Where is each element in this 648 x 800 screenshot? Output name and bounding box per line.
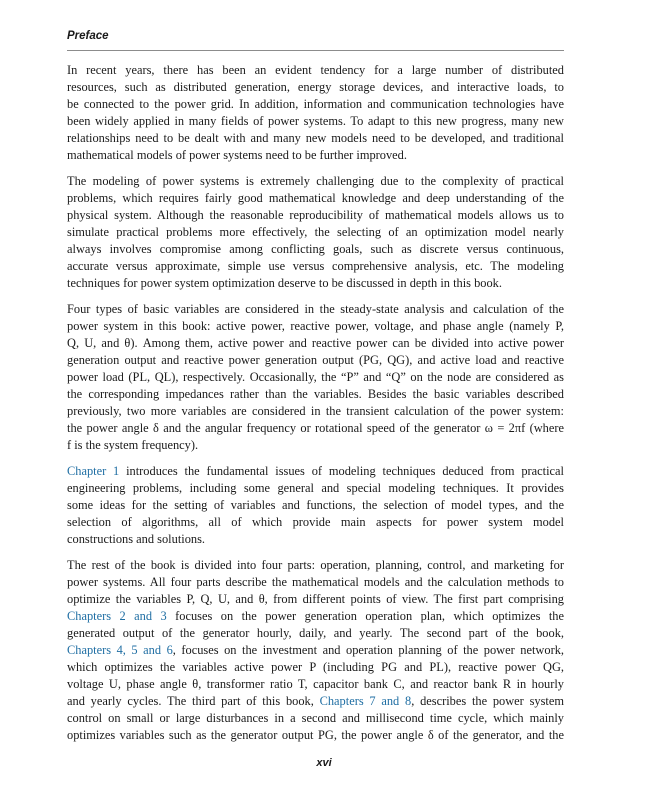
text-line: simulate practical problems more effectively, the selecting of an optimization model nearly bbox=[67, 225, 564, 239]
text-line: power system in this book: active power, reactive power, voltage, and phase angle (namely P, bbox=[67, 319, 564, 333]
text-line: voltage U, phase angle θ, transformer ratio T, capacitor bank C, and reactor bank R in hourly bbox=[67, 677, 564, 691]
text-line: always involves compromise among conflicting goals, such as discrete versus continuous, bbox=[67, 242, 564, 256]
text-line: engineering problems, including some general and special modeling techniques. It provides bbox=[67, 481, 564, 495]
text-line: and yearly cycles. The third part of this book, Chapters 7 and 8, describes the power system bbox=[67, 694, 564, 708]
text-line: the corresponding impedances rather than the variables. Besides the basic variables described bbox=[67, 387, 564, 401]
text-line: In recent years, there has been an evident tendency for a large number of distributed bbox=[67, 63, 564, 77]
text-line: Chapter 1 introduces the fundamental issues of modeling techniques deduced from practical bbox=[67, 464, 564, 478]
text-line: power systems. All four parts describe the mathematical models and the calculation methods to bbox=[67, 575, 564, 589]
chapter-link[interactable]: Chapters 7 and 8 bbox=[319, 694, 412, 708]
text-line: be connected to the power grid. In addition, information and communication technologies have bbox=[67, 97, 564, 111]
text-line: power load (PL, QL), respectively. Occasionally, the “P” and “Q” on the node are considered as bbox=[67, 370, 564, 384]
chapter-link[interactable]: Chapters 4, 5 and 6 bbox=[67, 643, 173, 657]
chapter-link[interactable]: Chapters 2 and 3 bbox=[67, 609, 167, 623]
paragraph-2 bbox=[67, 173, 564, 292]
text-line: relationships need to be dealt with and many new models need to be developed, and traditional bbox=[67, 131, 564, 145]
page-number: xvi bbox=[316, 757, 332, 769]
text-line: Q, U, and θ). Among them, active power and reactive power can be divided into active power bbox=[67, 336, 564, 350]
text-line: optimizes variables such as the generator output PG, the power angle δ of the generator, and the bbox=[67, 728, 564, 742]
text-line: which optimizes the variables active power P (including PG and PL), reactive power QG, bbox=[67, 660, 564, 674]
text-line: Chapters 4, 5 and 6, focuses on the investment and operation planning of the power network, bbox=[67, 643, 564, 657]
header-divider bbox=[67, 50, 564, 51]
paragraph-5 bbox=[67, 557, 564, 744]
text-line: generation output and reactive power generation output (PG, QG), and active load and reactive bbox=[67, 353, 564, 367]
chapter-link[interactable]: Chapter 1 bbox=[67, 464, 120, 478]
text-line: selection of algorithms, all of which provide main aspects for power system model bbox=[67, 515, 564, 529]
text-line: physical system. Although the reasonable reproducibility of mathematical models allows us to bbox=[67, 208, 564, 222]
text-line: previously, two more variables are considered in the transient calculation of the power system: bbox=[67, 404, 564, 418]
text-line: the power angle δ and the angular frequency or rotational speed of the generator ω = 2πf (where bbox=[67, 421, 564, 435]
text-line: generated output of the generator hourly, daily, and yearly. The second part of the book, bbox=[67, 626, 564, 640]
text-line: The modeling of power systems is extremely challenging due to the complexity of practical bbox=[67, 174, 564, 188]
text-line: resources, such as distributed generation, energy storage devices, and interactive loads, to bbox=[67, 80, 564, 94]
paragraph-1 bbox=[67, 62, 564, 164]
text-line: constructions and solutions. bbox=[67, 532, 206, 546]
text-line: been widely applied in many fields of power systems. To adapt to this new progress, many new bbox=[67, 114, 564, 128]
text-line: techniques for power system optimization deserve to be discussed in depth in this book. bbox=[67, 276, 502, 290]
text-line: f is the system frequency). bbox=[67, 438, 199, 452]
paragraph-4 bbox=[67, 463, 564, 548]
text-line: Chapters 2 and 3 focuses on the power generation operation plan, which optimizes the bbox=[67, 609, 564, 623]
text-line: some ideas for the setting of variables and functions, the selection of model types, and the bbox=[67, 498, 564, 512]
text-line: mathematical models of power systems need to be further improved. bbox=[67, 148, 407, 162]
text-line: problems, which requires fairly good mathematical knowledge and deep understanding of the bbox=[67, 191, 564, 205]
text-line: accurate versus approximate, simple use versus comprehensive analysis, etc. The modeling bbox=[67, 259, 564, 273]
text-line: Four types of basic variables are considered in the steady-state analysis and calculation of the bbox=[67, 302, 564, 316]
paragraph-3 bbox=[67, 301, 564, 454]
text-line: The rest of the book is divided into four parts: operation, planning, control, and marketing for bbox=[67, 558, 564, 572]
text-line: control on small or large disturbances in a second and millisecond time cycle, which mainly bbox=[67, 711, 564, 725]
body-text bbox=[67, 62, 564, 753]
text-line: optimize the variables P, Q, U, and θ, from different points of view. The first part comprising bbox=[67, 592, 564, 606]
running-header: Preface bbox=[67, 30, 109, 42]
